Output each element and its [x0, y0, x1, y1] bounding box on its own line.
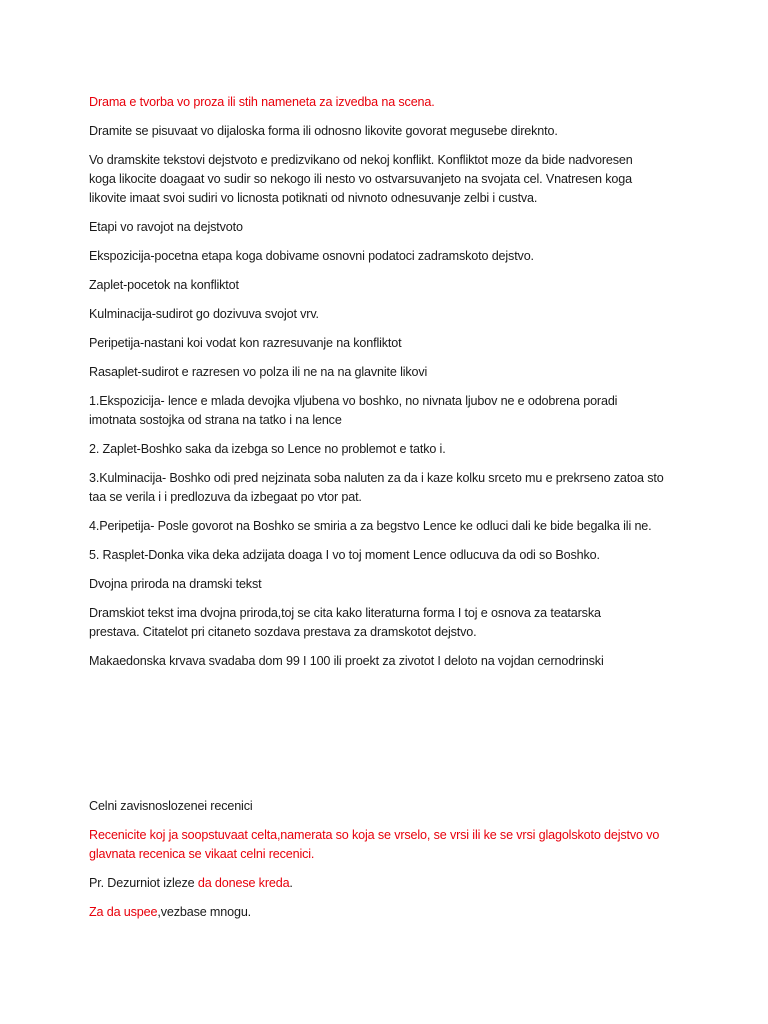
example-sentence-2 [89, 903, 689, 922]
paragraph-line: Recenicite koj ja soopstuvaat celta,namerata so koja se vrselo, se vrsi ili ke se vrsi glagolskoto dejstvo vo [89, 828, 660, 842]
document-body [89, 93, 689, 922]
example-text: Pr. Dezurniot izleze [89, 876, 198, 890]
paragraph-line: glavnata recenica se vikaat celni recenici. [89, 847, 315, 861]
dual-title: Dvojna priroda na dramski tekst [89, 577, 262, 591]
example-rasplet: 5. Rasplet-Donka vika deka adzijata doaga I vo toj moment Lence odlucuva da odi so Boshko. [89, 548, 600, 562]
celni-title: Celni zavisnoslozenei recenici [89, 799, 253, 813]
example-sentence-1 [89, 874, 689, 893]
paragraph-line: imotnata sostojka od strana na tatko i na lence [89, 413, 342, 427]
paragraph-line: Vo dramskite tekstovi dejstvoto e predizvikano od nekoj konflikt. Konfliktot moze da bide nadvoresen [89, 153, 633, 167]
example-peripetija: 4.Peripetija- Posle govorot na Boshko se smiria a za begstvo Lence ke odluci dali ke bide begalka ili ne. [89, 519, 652, 533]
example-highlight: da donese kreda [197, 876, 290, 890]
paragraph-line: prestava. Citatelot pri citaneto sozdava prestava za dramskotot dejstvo. [89, 625, 477, 639]
paragraph-line: Dramskiot tekst ima dvojna priroda,toj se cita kako literaturna forma I toj e osnova za teatarska [89, 606, 601, 620]
example-text: ,vezbase mnogu. [157, 905, 252, 919]
celni-definition [89, 826, 689, 864]
paragraph-dual-nature [89, 604, 689, 642]
paragraph-line: taa se verila i i predlozuva da izbegaat po vtor pat. [89, 490, 362, 504]
example-text: . [289, 876, 293, 890]
paragraph-dialog: Dramite se pisuvaat vo dijaloska forma ili odnosno likovite govorat megusebe direknto. [89, 124, 558, 138]
stage-kulminacija: Kulminacija-sudirot go dozivuva svojot vrv. [89, 307, 319, 321]
stages-title: Etapi vo ravojot na dejstvoto [89, 220, 243, 234]
stage-ekspozicija: Ekspozicija-pocetna etapa koga dobivame osnovni podatoci zadramskoto dejstvo. [89, 249, 534, 263]
paragraph-conflict [89, 151, 689, 208]
heading: Drama e tvorba vo proza ili stih nameneta za izvedba na scena. [89, 95, 435, 109]
paragraph-line: 3.Kulminacija- Boshko odi pred nejzinata soba naluten za da i kaze kolku srceto mu e prekrseno zatoa sto [89, 471, 664, 485]
blank-space [89, 671, 689, 797]
paragraph-line: 1.Ekspozicija- lence e mlada devojka vljubena vo boshko, no nivnata ljubov ne e odobrena poradi [89, 394, 618, 408]
example-ekspozicija [89, 392, 689, 430]
makedonska-note: Makaedonska krvava svadaba dom 99 I 100 ili proekt za zivotot I deloto na vojdan cernodrinski [89, 654, 604, 668]
stage-rasplet: Rasaplet-sudirot e razresen vo polza ili ne na na glavnite likovi [89, 365, 428, 379]
paragraph-line: likovite imaat svoi sudiri vo licnosta potiknati od nivnoto odnesuvanje zelbi i custva. [89, 191, 538, 205]
stage-zaplet: Zaplet-pocetok na konfliktot [89, 278, 239, 292]
example-zaplet: 2. Zaplet-Boshko saka da izebga so Lence no problemot e tatko i. [89, 442, 446, 456]
example-kulminacija [89, 469, 689, 507]
paragraph-line: koga likocite doagaat vo sudir so nekogo ili nesto vo ostvarsuvanjeto na svojata cel. Vnatresen koga [89, 172, 632, 186]
example-highlight: Za da uspee [89, 905, 158, 919]
stage-peripetija: Peripetija-nastani koi vodat kon razresuvanje na konfliktot [89, 336, 402, 350]
